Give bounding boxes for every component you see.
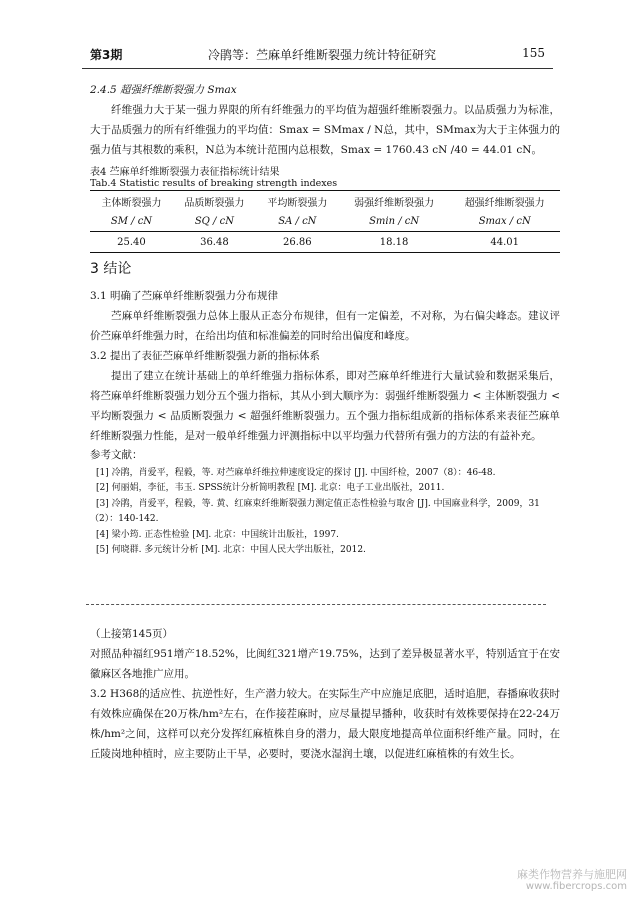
table-header-cell: 超强纤维断裂强力 [449, 191, 560, 212]
table-cell: 25.40 [90, 232, 173, 253]
reference-item: [1] 冷鹃，肖爱平，程毅，等. 对苎麻单纤维拉伸速度设定的探讨 [J]. 中国纤检，2007（8）：46-48. [96, 467, 496, 478]
reference-item: [4] 梁小筠. 正态性检验 [M]. 北京：中国统计出版社，1997. [96, 529, 339, 540]
reference-item: [3] 冷鹃，肖爱平，程毅，等. 黄、红麻束纤维断裂强力测定值正态性检验与取舍 [J]. 中国麻业科学，2009，31（2）：140-142. [90, 498, 540, 524]
continued-article [90, 624, 560, 764]
paragraph: 对照品种福红951增产18.52%，比闽红321增产19.75%，达到了差异极显著水平，特别适宜于在安徽麻区各地推广应用。 [90, 648, 560, 680]
table-symbol-cell: SQ / cN [173, 211, 256, 232]
table-4 [90, 190, 560, 253]
references [90, 448, 560, 559]
reference-item: [5] 何晓群. 多元统计分析 [M]. 北京：中国人民大学出版社，2012. [96, 545, 366, 555]
references-title: 参考文献： [90, 449, 143, 461]
table-cell: 36.48 [173, 232, 256, 253]
table-cell: 18.18 [339, 232, 450, 253]
page-number: 155 [522, 46, 545, 60]
table-header-cell: 弱强纤维断裂强力 [339, 191, 450, 212]
continued-note: （上接第145页） [90, 628, 174, 640]
section-heading: 3 结论 [90, 261, 132, 277]
paragraph: 纤维强力大于某一强力界限的所有纤维强力的平均值为超强纤维断裂强力。以品质强力为标准，大于品质强力的所有纤维强力的平均值：Smax = SMmax / N总，其中，SMmax为大于主体强力的强力值与其根数的乘积，N总为本统计范围内总根数，Smax = 1760.43 cN /40 = 44.01 cN。 [90, 104, 560, 156]
section-2-4-5 [90, 80, 560, 160]
table-cell: 26.86 [256, 232, 339, 253]
table-symbol-cell: Smin / cN [339, 211, 450, 232]
table-caption-en: Tab.4 Statistic results of breaking strength indexes [90, 178, 338, 189]
subsection-title: 3.1 明确了苎麻单纤维断裂强力分布规律 [90, 290, 279, 302]
section-3 [90, 286, 560, 446]
watermark-name: 麻类作物营养与施肥网 [517, 868, 627, 881]
table-caption-cn: 表4 苎麻单纤维断裂强力表征指标统计结果 [90, 167, 280, 178]
table-symbol-cell: SA / cN [256, 211, 339, 232]
header-rule [82, 68, 553, 69]
table-header-cell: 主体断裂强力 [90, 191, 173, 212]
reference-item: [2] 何丽娟，李征，韦玉. SPSS统计分析简明教程 [M]. 北京：电子工业出版社，2011. [96, 483, 445, 493]
paragraph: 3.2 H368的适应性、抗逆性好，生产潜力较大。在实际生产中应施足底肥，适时追肥，春播麻收获时有效株应确保在20万株/hm²左右，在作接茬麻时，应尽量提早播种，收获时有效株要保持在22-24万株/hm²之间，这样可以充分发挥红麻植株自身的潜力，最大限度地提高单位面积纤维产量。同时，在丘陵岗地种植时，应主要防止干旱，必要时，要浇水湿润土壤，以促进红麻植株的有效生长。 [90, 688, 560, 760]
section-heading: 2.4.5 超强纤维断裂强力 Smax [90, 84, 237, 96]
issue-label: 第3期 [90, 48, 123, 62]
table-header-row [90, 191, 560, 212]
table-symbol-row [90, 211, 560, 232]
table-row [90, 232, 560, 253]
table-header-cell: 品质断裂强力 [173, 191, 256, 212]
table-header-cell: 平均断裂强力 [256, 191, 339, 212]
running-title: 冷鹃等：苎麻单纤维断裂强力统计特征研究 [208, 48, 437, 62]
subsection-title: 3.2 提出了表征苎麻单纤维断裂强力新的指标体系 [90, 350, 321, 362]
running-header [90, 46, 545, 66]
divider [86, 604, 546, 605]
watermark-url: www.fibercrops.com [525, 881, 627, 892]
paragraph: 提出了建立在统计基础上的单纤维强力指标体系，即对苎麻单纤维进行大量试验和数据采集后，将苎麻单纤维断裂强力划分五个强力指标，其从小到大顺序为：弱强纤维断裂强力 < 主体断裂强力 < 平均断裂强力 < 品质断裂强力 < 超强纤维断裂强力。五个强力指标组成新的指标体系来表征苎麻单纤维断裂强力性能，是对一般单纤维强力评测指标中以平均强力代替所有强力的方法的有益补充。 [90, 370, 560, 442]
table-cell: 44.01 [449, 232, 560, 253]
paragraph: 苎麻单纤维断裂强力总体上服从正态分布规律，但有一定偏差，不对称，为右偏尖峰态。建议评价苎麻单纤维强力时，在给出均值和标准偏差的同时给出偏度和峰度。 [90, 310, 560, 342]
table-symbol-cell: Smax / cN [449, 211, 560, 232]
table-symbol-cell: SM / cN [90, 211, 173, 232]
